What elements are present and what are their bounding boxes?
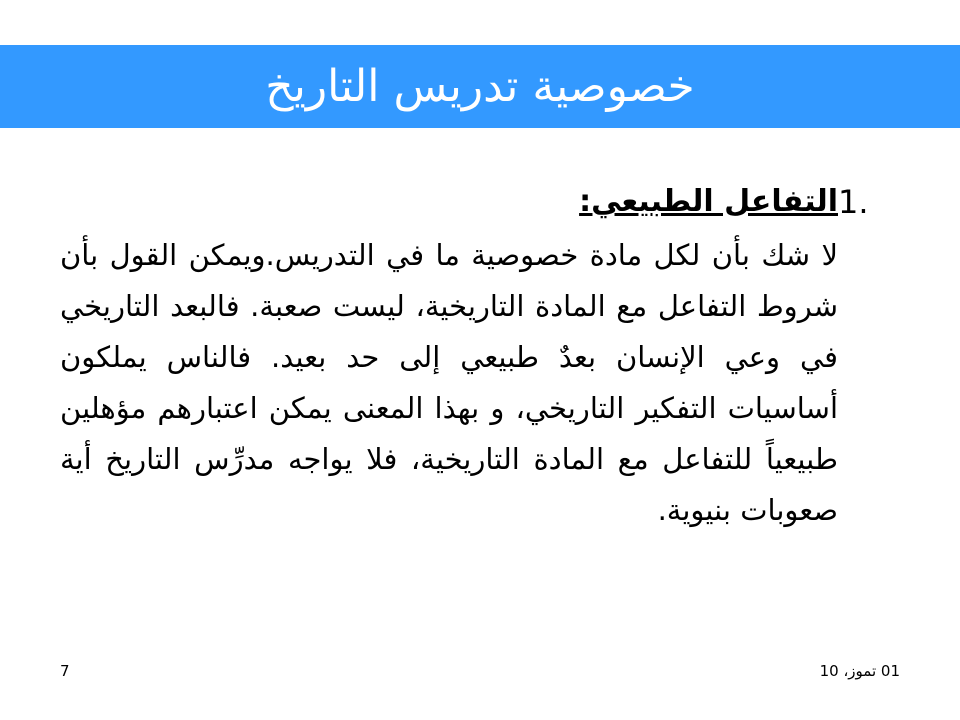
page-number: 7: [60, 662, 70, 680]
item-body: [60, 178, 838, 536]
footer-date: 01 تموز، 10: [819, 662, 900, 680]
item-number: 1.: [838, 183, 869, 221]
item-paragraph: لا شك بأن لكل مادة خصوصية ما في التدريس.ويمكن القول بأن شروط التفاعل مع المادة التاريخية، ليست صعبة. فالبعد التاريخي في وعي الإنسان بعدٌ طبيعي إلى حد بعيد. فالناس يملكون أساسيات التفكير التاريخي، و بهذا المعنى يمكن اعتبارهم مؤهلين طبيعياً للتفاعل مع المادة التاريخية، فلا يواجه مدرِّس التاريخ أية صعوبات بنيوية.: [60, 238, 838, 527]
list-item: [60, 178, 910, 536]
title-bar: [0, 45, 960, 128]
item-heading: التفاعل الطبيعي:: [579, 184, 838, 219]
slide-title: خصوصية تدريس التاريخ: [265, 60, 695, 112]
slide-content: [60, 178, 910, 536]
